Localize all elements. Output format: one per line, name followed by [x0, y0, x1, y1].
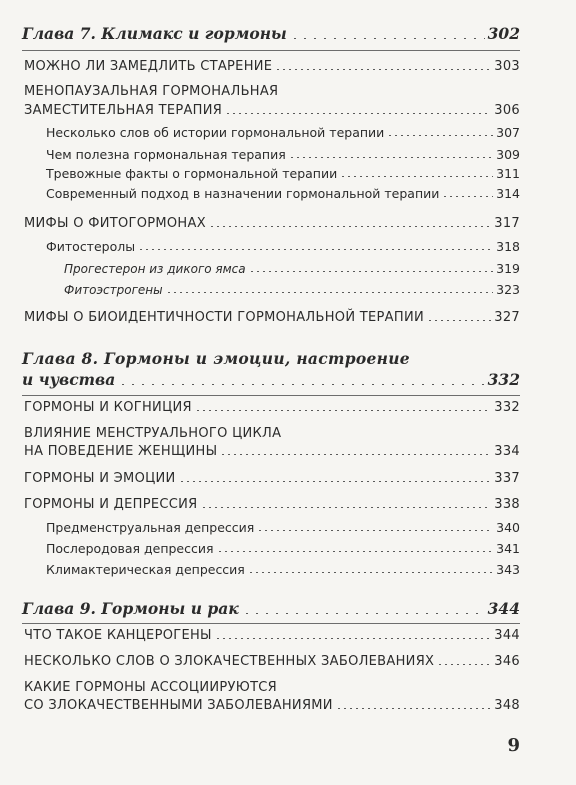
- toc-subentry: [46, 125, 520, 140]
- toc-subentry: [46, 520, 520, 535]
- toc-subentry: [46, 186, 520, 201]
- chapter-9-heading: [22, 599, 520, 618]
- leader-dots: [195, 410, 491, 411]
- toc-entry: [24, 400, 520, 415]
- entry-page: 346: [494, 654, 520, 669]
- subsubentry-title: Прогестерон из дикого ямса: [64, 262, 246, 276]
- toc-subsubentry: [64, 261, 520, 276]
- leader-dots: [209, 226, 491, 227]
- leader-dots: [275, 69, 491, 70]
- entry-page: 334: [494, 444, 520, 459]
- toc-subentry: [46, 562, 520, 577]
- entry-title-line-1: КАКИЕ ГОРМОНЫ АССОЦИИРУЮТСЯ: [24, 680, 278, 695]
- subentry-page: 318: [496, 239, 520, 254]
- subsubentry-page: 323: [496, 282, 520, 297]
- entry-title: МОЖНО ЛИ ЗАМЕДЛИТЬ СТАРЕНИЕ: [24, 59, 273, 74]
- toc-entry: [24, 310, 520, 325]
- entry-title: ЧТО ТАКОЕ КАНЦЕРОГЕНЫ: [24, 628, 212, 643]
- subentry-page: 343: [496, 562, 520, 577]
- toc-entry: [24, 497, 520, 512]
- entry-page: 327: [494, 310, 520, 325]
- toc-entry: [24, 654, 520, 669]
- subentry-title: Фитостеролы: [46, 239, 136, 254]
- toc-entry: [24, 628, 520, 643]
- leader-dots: [220, 454, 491, 455]
- leader-dots: [442, 196, 493, 197]
- toc-subentry: [46, 541, 520, 556]
- subentry-page: 309: [496, 147, 520, 162]
- entry-title: МИФЫ О ФИТОГОРМОНАХ: [24, 216, 206, 231]
- entry-page: 337: [494, 471, 520, 486]
- subentry-title: Несколько слов об истории гормональной терапии: [46, 125, 385, 140]
- page-number: 9: [507, 735, 520, 756]
- leader-dots: [118, 384, 484, 385]
- leader-dots: [215, 638, 491, 639]
- chapter-8-heading: [22, 370, 520, 389]
- entry-page: 332: [494, 400, 520, 415]
- toc-subsubentry: [64, 282, 520, 297]
- subentry-title: Климактерическая депрессия: [46, 562, 245, 577]
- entry-title-line-1: МЕНОПАУЗАЛЬНАЯ ГОРМОНАЛЬНАЯ: [24, 84, 279, 99]
- entry-page: 306: [494, 103, 520, 118]
- toc-entry: [24, 698, 520, 713]
- entry-page: 348: [494, 698, 520, 713]
- leader-dots: [138, 249, 493, 250]
- subentry-title: Послеродовая депрессия: [46, 541, 214, 556]
- entry-title: ГОРМОНЫ И ДЕПРЕССИЯ: [24, 497, 198, 512]
- subentry-title: Чем полезна гормональная терапия: [46, 147, 286, 162]
- chapter-8-title-line-2: и чувства: [22, 370, 116, 389]
- toc-entry: [24, 471, 520, 486]
- leader-dots: [179, 481, 492, 482]
- divider: [22, 50, 520, 51]
- entry-page: 303: [494, 59, 520, 74]
- leader-dots: [437, 664, 491, 665]
- entry-title-line-2: СО ЗЛОКАЧЕСТВЕННЫМИ ЗАБОЛЕВАНИЯМИ: [24, 698, 333, 713]
- chapter-9-title: Глава 9. Гормоны и рак: [22, 599, 239, 618]
- toc-subentry: [46, 166, 520, 181]
- subentry-page: 314: [496, 186, 520, 201]
- subentry-page: 341: [496, 541, 520, 556]
- leader-dots: [257, 530, 493, 531]
- chapter-9-page: 344: [487, 599, 520, 618]
- entry-title-line-1: ВЛИЯНИЕ МЕНСТРУАЛЬНОГО ЦИКЛА: [24, 426, 282, 441]
- entry-title-line-2: НА ПОВЕДЕНИЕ ЖЕНЩИНЫ: [24, 444, 218, 459]
- leader-dots: [289, 157, 493, 158]
- leader-dots: [225, 113, 491, 114]
- chapter-8-page: 332: [487, 370, 520, 389]
- toc-entry: [24, 216, 520, 231]
- entry-title: МИФЫ О БИОИДЕНТИЧНОСТИ ГОРМОНАЛЬНОЙ ТЕРАПИИ: [24, 310, 424, 325]
- entry-title: ГОРМОНЫ И ЭМОЦИИ: [24, 471, 176, 486]
- subsubentry-page: 319: [496, 261, 520, 276]
- leader-dots: [217, 551, 494, 552]
- toc-subentry: [46, 147, 520, 162]
- entry-page: 338: [494, 497, 520, 512]
- toc-entry: [24, 444, 520, 459]
- toc-entry: [24, 103, 520, 118]
- entry-page: 317: [494, 216, 520, 231]
- entry-title: ГОРМОНЫ И КОГНИЦИЯ: [24, 400, 192, 415]
- chapter-7-heading: [22, 24, 520, 43]
- leader-dots: [166, 292, 494, 293]
- entry-title: НЕСКОЛЬКО СЛОВ О ЗЛОКАЧЕСТВЕННЫХ ЗАБОЛЕВАНИЯХ: [24, 654, 435, 669]
- leader-dots: [340, 176, 493, 177]
- subsubentry-title: Фитоэстрогены: [64, 283, 163, 297]
- subentry-title: Предменструальная депрессия: [46, 520, 255, 535]
- subentry-page: 311: [496, 166, 520, 181]
- divider: [22, 395, 520, 396]
- chapter-7-page: 302: [487, 24, 520, 43]
- leader-dots: [248, 572, 493, 573]
- leader-dots: [427, 320, 491, 321]
- leader-dots: [290, 38, 485, 39]
- chapter-8-title-line-1: Глава 8. Гормоны и эмоции, настроение: [22, 349, 410, 368]
- leader-dots: [387, 135, 493, 136]
- subentry-title: Тревожные факты о гормональной терапии: [46, 166, 338, 181]
- divider: [22, 623, 520, 624]
- leader-dots: [336, 708, 491, 709]
- entry-page: 344: [494, 628, 520, 643]
- toc-subentry: [46, 239, 520, 254]
- leader-dots: [201, 507, 492, 508]
- subentry-title: Современный подход в назначении гормональной терапии: [46, 186, 440, 201]
- leader-dots: [249, 271, 494, 272]
- chapter-7-title: Глава 7. Климакс и гормоны: [22, 24, 287, 43]
- subentry-page: 340: [496, 520, 520, 535]
- entry-title-line-2: ЗАМЕСТИТЕЛЬНАЯ ТЕРАПИЯ: [24, 103, 223, 118]
- toc-entry: [24, 59, 520, 74]
- subentry-page: 307: [496, 125, 520, 140]
- leader-dots: [242, 613, 485, 614]
